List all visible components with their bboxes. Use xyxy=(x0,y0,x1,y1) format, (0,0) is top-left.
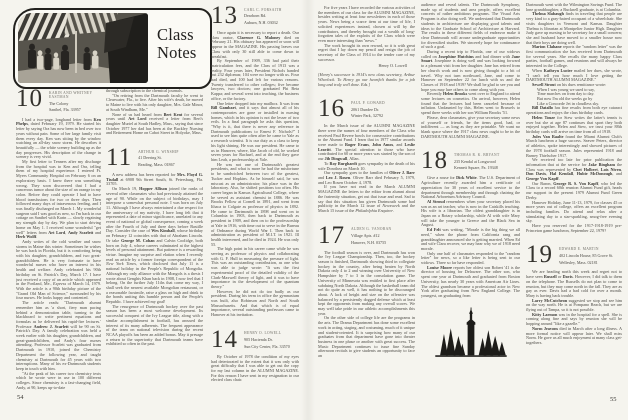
paragraph: When Kathryn Lucier mailed her dues, she wrote, "I can't tell you how much I love getting the DARTMOUTH ALUMNI MAGAZINE." xyxy=(526,67,622,83)
secretary-name: EDWARD E. MARTIN xyxy=(559,246,599,251)
class-notes-title xyxy=(157,26,197,62)
secretary-name: THOMAS R. K. BRYANT xyxy=(454,152,500,157)
secretary-city: Kennett Square, Pa. 19348 xyxy=(454,165,498,171)
paragraph: Our sympathy goes to the families of Oliver J. Barr and Leo J. Rosen. Oliver Barr died February 5, 1979, and Leo Rosen October 4, 1978. xyxy=(318,170,415,185)
paragraph: Thelma Slabaugh finds in traveling that people are very kind to a gray-haired occupant of a wheelchair. She visits daughters in Vermont and Kansas. Daughter Thelma is librarian at Montpelier Junior High. Daughter Judy gave up nursing to be secretary for a small concern; she and husband have moved to a smaller house now that their boys are doing well. xyxy=(526,11,622,45)
paragraph: Once again it is necessary to report a death. Our class orator, Clarence G. Maloney died on February 21. His obituary has appeared or soon will appear in the MAGAZINE. His passing leaves our Class with only 30 still able to come down to breakfast. xyxy=(211,30,299,59)
class-11-section-heading xyxy=(106,144,203,172)
paragraph: The resurgence of Dartmouth hockey over the past season has been a most welcome development. Its successful conquest of the Ivy League title, along with a similar accomplishment in football, has aroused the interest of its many adherents. The frequent appearance of the team on national television during the recent NCAA playoffs has been an added bonus. May it presage a return to the superiority that Dartmouth teams have exhibited so often in the past. xyxy=(106,303,203,347)
page-gutter-shadow xyxy=(301,0,315,420)
paragraph: Sewell Strout on his dues remittance wrote: xyxy=(532,81,607,87)
class-year-numeral: 13 xyxy=(211,6,238,29)
secretary-street: Village Apts. #12 xyxy=(351,232,380,238)
secretary-name: ARTHUR G. WINSHIP xyxy=(138,149,179,154)
secretary-street: 2061 Dundee Dr. xyxy=(351,106,380,112)
paragraph: Louise Moore reports her oldest son Robert '41 is the director of housing for Delaware. The other son, who spent one year at Dartmouth and graduated from Boston University, has nearly 30 years with American Air Lines. The oldest grandson became a professional actor in New York after graduating from New England College. The youngest, on graduating from xyxy=(421,264,520,298)
secretary-city: Sun City Center, Fla. 33570 xyxy=(244,343,290,349)
verse-line: When I was young we used to say, xyxy=(537,86,595,92)
tower-and-pines-illustration xyxy=(430,307,512,363)
secretary-name: PAUL P. GOWARD xyxy=(351,100,385,105)
street-market-photo xyxy=(18,13,148,83)
paragraph: The high point in his career came while he was serving as professor of physics and collaborating with G. F. Hull in measuring the pressure of light. This was an outstanding contribution, as one who was able to judge wrote: "It was the first experimental proof of the detailed validity of the Clark-Maxwell theory of light, and it was to have importance in the development of the quantum theory." xyxy=(211,246,299,289)
paragraph: Norm Jeavons died in March after a long illness. A more formal notice will appear later. We shall miss Norm. He gave us all much enjoyment at many class get-togethers. xyxy=(526,325,622,345)
verse-line: But now I'm old the weeks go by xyxy=(537,96,593,102)
paragraph: Our Baron, George R. S. Von Kapff, who led the Class to a record 60th reunion Alumni Fund gift, heads our support in the present 1979 Alumni Fund Green Derby. xyxy=(526,180,622,200)
paragraph: The football season is over, and Dartmouth has won the Ivy League Championship. Then, too, the hockey season is finished, Dartmouth showing third in collegiate hockey in the country, after being beaten by North Dakota only 4 to 2 and winning over University of New Hampshire by 7 to 3 in the consolation game. The University of Minnesota was entitled to first place after subduing North Dakota. Although the basketball team did not do quite as well, it has nothing to be discouraged about. A lack of height and size on the offensive was balanced by a persistently dogged defense which at least kept the opponents from making any overall scores. We may well take pride in our athletic accomplishments this year. xyxy=(318,249,415,316)
paragraph: Jules Van Raalte found the Miami Alumni Club's March luncheon a huge success. Seaver Peters, director of athletics, spoke interestingly and showed pictures of the 1978 football season. Jules represented 1918 and Barney Thielscher 1917. xyxy=(526,133,622,158)
paragraph: For five years I have recorded the various activities of the members of our class for the ALUMNI MAGAZINE, besides writing at least four newsletters in each of those years. News being a scarce item at our time of life, I solicited experiences instead, chosen at will by the contributors, and thereby brought out a wealth of long-forgotten tales of the exploits of the Class which were even more interesting than "news." xyxy=(318,6,415,43)
secretary-address-block xyxy=(454,151,500,170)
paragraph: "At the peak of his career two chemistry texts which he wrote were in use in 100 different colleges. Since chemistry is a fast-changing field, Andy, at 90, keeps up-to-date xyxy=(16,370,101,390)
paragraph: Only one half of classmates responded to the "random letter" for news, so a like letter is being sent to our widows. Three so far have responded. xyxy=(421,250,520,266)
page-number-left: 54 xyxy=(17,394,24,401)
paragraph: My first letter to Tenners after my discharge from the hospital was to Ken and Ora, telling them of my hospital experience. I entered Ft. Myers Community Hospital on February 6 on an exploratory basis. I knew there was something wrong. They soon discovered that I had a cancerous tumor about the size of an orange in my colon. Before they could operate I had to have blood transfusions for two or three days. Then followed many days of intravenous feeding, and I was finally discharged on March 1. My wonderful surgeon said I was good as new, so I'm back in our cottage on Sanibel with Karin — slowly regaining my strength day by day. We plan to start driving home on May 1. I received some wonderful "get well" letters from Art Lord, Andy Scarlett and Herb Wolff. xyxy=(16,159,101,240)
class-year-numeral: 16 xyxy=(318,95,345,123)
right-page-column-2 xyxy=(421,3,520,412)
paragraph: Dartmouth went with the Wilmington Savings Fund. The lone granddaughter, a Bucknell graduate, is at Columbia. xyxy=(526,3,622,12)
paragraph: Have you reserved for the 1917-1918-1919 pre-Princeton game luncheon, September 22, 1979? xyxy=(526,223,622,233)
secretary-city: Winter Park, 32792 xyxy=(351,113,384,119)
paragraph: By September of 1909, 336 had paid their matriculation fees, and the Class of 1913 was a reality. Four years later, President Nichols handed out 232 diplomas; 104 were no longer with us. Four had died, and 100 had left for various reasons. Twenty transferred to other colleges; five became lawyers, two doctors; one graduated Phi Beta Kappa; and several went into teaching, the business office, or the factory. xyxy=(211,58,299,101)
secretary-name: CARL C. FORSAITH xyxy=(244,7,282,12)
left-page-column-3 xyxy=(211,6,299,412)
class-14-section-heading xyxy=(211,325,299,353)
paragraph: By October of 1978 the condition of my eyes had deteriorated to the extent that it was only with great difficulty that I was able to get out the copy for my last column in the ALUMNI MAGAZINE. For this reason I have sent in my resignation to our elected class chair. xyxy=(211,353,299,383)
secretary-street: Dearborn Rd. xyxy=(244,13,267,19)
secretary-street: 235 Kendal at Longwood xyxy=(454,158,496,164)
secretary-street: 41 Deering St. xyxy=(138,155,162,161)
title-line-1: Class xyxy=(157,25,194,44)
page-number-right: 55 xyxy=(610,396,617,403)
class-18-section-heading xyxy=(421,147,520,175)
paragraph: Recently Helen Brooks went over to England to attend some lectures on cosmetics. On arrival, however, Helen found that the lectures had been canceled because of inflation. Undaunted by this, Helen went to Brussels to spend three weeks with her son William Brooks '51. xyxy=(421,91,520,116)
secretary-address-block xyxy=(244,330,290,349)
class-year-numeral: 11 xyxy=(106,144,133,172)
paragraph: Al Stroud remembers when your secretary placed his son as an art teacher, who is now in the Catskills teaching. His wife is a librarian. The oldest granddaughter is in Japan on a Rotary scholarship, while Al with wife Mary will take the younger to Greece and the Black Sea in August. xyxy=(421,198,520,228)
paragraph: Please, dear classmates, give your secretary some news of yourself or friends, be the items good, bad, or indifferent — as long as they are printable. We want no blank space where the 1917 class news ought to be in the DARTMOUTH ALUMNI MAGAZINE. xyxy=(421,114,520,139)
paragraph: Ed Felt was writing, "Morale is the big thing we all need," when the phone from California rang and granddaughter announced she is getting married. When Ed and wife Clara recover, we may hear why we of 1918 need morale. xyxy=(421,227,520,251)
paragraph: Larry McCutcheon suggested we stop and see him on the way north. He is at Pompano Beach, but we are flying out of Tampa, so it is not possible. xyxy=(526,297,622,313)
paragraph: To Roy Burghardt goes sympathy in the death of his wife Dorothea on March 10. xyxy=(318,160,415,171)
paragraph: Hanover Holiday, June 11-13, 1979, for classes 45 or more years out of college, offers an excellent program including families. Do attend and relax after a stimulating day to a star-sparkling, smog-free evening sky. xyxy=(526,199,622,224)
paragraph: During a recent trip to Florida, one of our widows called on Josephine Hutchins and had dinner with Jane Smart. Josephine is doing well and was looking forward to a pleasant visit from her daughter. Jane has retired from her church work and is now giving thought to a bit of travel. Why not turn northward, Jane, and come to Hanover on September 22 for lunch with us and the Classes of 1918 and 1919? We shall be glad to see you and hope you may lure others to come along with you. xyxy=(421,49,520,92)
secretary-street: 402 Lincoln House, 85 Grove St. xyxy=(559,252,614,258)
secretary-city: Auburn, N.H. 03032 xyxy=(244,20,278,26)
secretary-street: 905 Hacienda Dr. xyxy=(244,337,273,343)
paragraph: Andy writes of the cold weather and snow storms in Maine this winter. Sometimes he wishes he was back in Florida, but it is comforting being with his daughter, grandchildren, and two great-grandchildren. He is very fortunate to have wonderful nurses who have an interest in his health and welfare. Andy celebrated his 90th birthday on St. Patrick's Day, March 17. I have just received a copy of an article which appeared in the Portland, Me., Express of March 14, 1979. With the article is a 90th birthday picture of the "Grand Old Man of Science," surrounded by his four nurses. He looks happy and contented. xyxy=(16,238,101,301)
paragraph: None of us had heard from Bert Kent for several years until Art Lord received a letter from Bert's daughter Muriel at South Hadley, Mass., saying that since October 1977 her dad has been at the Buckley Nursing and Retirement Home on Cabot Street in Holyoke, Mass. xyxy=(106,111,203,136)
paragraph: In the March issue of the ALUMNI MAGAZINE there were the names of four members of the Class who received Paul Revere bowls for consecutive contributions to the Alumni Fund. I learn that in 1977 similar awards were made to Roger Evans, John Amos, and Leslie Leavitt. The special attention to those who have contributed for 60 or more years was started by the son of our Jib Dingwall, Allan. xyxy=(318,123,415,162)
paragraph: If you have not read in the March ALUMNI MAGAZINE the letters to the editor from alumni about the fraternity situation, get out that issue and read. Sad to say that this situation has given Dartmouth some bad publicity in the March 12 issue of Newsweek and the March 15 issue of the Philadelphia Enquirer. xyxy=(318,184,415,213)
paragraph: "On retiring from the Dartmouth faculty he went to Clearwater, Fla., to live. After his wife's death, he moved to Maine to live with his only daughter, Mrs. Gale Minor, at South Windham, Me." xyxy=(106,92,203,112)
paragraph: Give a rouse for Dick White. The U.S. Department of Agriculture recently awarded him a certificate of appreciation for 30 years of excellent service to the department through membership and through chairing the National Arboretum Advisory Council. xyxy=(421,175,520,200)
class-year-numeral: 17 xyxy=(318,221,345,249)
secretary-name: ALDEN G. VANORAN xyxy=(351,227,392,232)
class-16-section-heading xyxy=(318,95,415,123)
secretary-address-block xyxy=(244,6,282,25)
editors-note: [Henry's successor is 1914's new class secretary, Arthur Wheelock. To Henry go our heartfelt thanks for a job long and truly well done. Eds.] xyxy=(318,72,415,87)
paragraph: We received too late for prior publication the information that at the service for Jake Bingham the Class was represented by Chet Holbert, Lois Niven, Don Davis, Hal Kendall, Hubie McDonough, and George Von Kapff. xyxy=(526,157,622,182)
secretary-name: KARIN AND WHITNEY EASTMAN xyxy=(49,90,93,99)
paragraph: The work brought its own reward, so it is with great regret that I lay down my pencil and resign the job of secretary of the Class of 1914 to the tender care of my successor. xyxy=(318,42,415,62)
secretary-address-block xyxy=(559,245,613,264)
secretary-address-block xyxy=(49,89,101,113)
paragraph: We are heading north this week and regret not to have seen Russell or Davis. However, I did talk to them on the telephone. The Russells do not plan to come to reunion, but they may come north in the fall. They are as gay as ever. Davis had a bad cold for over a month. Mary is having back trouble. xyxy=(526,269,622,298)
paragraph: He was not one of Dartmouth's greatest presidents, and what is more he had the misfortune to be sandwiched between two of the greatest, Tucker and Hopkins. As he himself said, he was miscast as an administrator; his place was in the laboratory. Also, he shifted positions too often. His career began in Kansas Agricultural College, where he served as assistant chemist in 1886. He was Brooks Fellow at Cornell in 1891, and went from Ithaca to Colgate as professor of physics in 1892. He came to Dartmouth in 1898 and went on to Columbia in 1903, then back to Dartmouth as president in 1909, and then on to the professorship at Yale in 1916, with time out to serve in the Bureau of Ordnance during World War I. Then back to administration as president of M.I.T. in 1921. Ill health intervened, and he died in 1924. He was only 55. xyxy=(211,161,299,247)
paragraph: I had a two-page, longhand letter from Ken Phelps, dated February 19, 1979. He started his letter by saying Ora has now been in bed over two years without pain. Some of her large family visit them every day. Ken was sitting by the window watching an all-day snow storm. He describes it beautifully — the white scenery building up as the day progresses. His description of the change in scenery is very vivid. xyxy=(16,116,101,160)
class-notes-header-box xyxy=(13,8,212,89)
secretary-city: Hanover, N.H. 03755 xyxy=(351,239,387,245)
paragraph: through subscription to the chemical journals. xyxy=(106,89,183,93)
class-year-numeral: 14 xyxy=(211,325,238,353)
paragraph: Kitty Larmon was in the hospital for a spell. She is coming along fine and says by reunion she will be hopping around "like a gazelle." xyxy=(526,311,622,327)
verse-line: Like a Concorde Jet in cloudless sky. xyxy=(537,100,600,106)
paragraph: On the other side of college life are the programs in the arts. The Drama Department has done some excellent work in acting, staging, and costuming, much of it unique and student-oriented. It is surprising how many of our graduates from that department have gone into theater business in one phase or another with great success. The Music Department continues to issue fine Sunday afternoon recitals to give students an opportunity to face an xyxy=(318,315,415,359)
paragraph: The article reads: "Dartmouth alumni remember him as 'a short, fiery man pacing behind a demonstration table, turning to the blackboard to write pertinent equations and formulas as he delivered his rapid-fire lectures.' Professor Andrew J. Scarlett will be 90 on St. Patrick's Day. A family celebration was held a week earlier with his daughter, grandchildren, and great-grandchildren, and Andy's four nurses attending. Professor Scarlett was graduated from Dartmouth in 1910, joined the Chemistry Department the following year, and taught chemistry at Dartmouth for 45 years with two interruptions. Many of his ex-Dartmouth students keep in touch with him. xyxy=(16,300,101,371)
title-line-2: Notes xyxy=(157,43,197,62)
secretary-city: Sanibel, Fla. 33957 xyxy=(49,107,81,113)
secretary-address-block xyxy=(351,99,385,118)
paragraph: Bill Datallo has fine results from both eye cataract operations and enjoys the class birthday cards. xyxy=(526,105,622,116)
paragraph: A new address has been reported for Mrs. Floyd G. Tisdall at 6908 9th Street South, St. Petersburg, Fla. 33705. xyxy=(106,172,203,187)
paragraph: Marion Clahane reports the "random letter" was the first communication she has received from Dartmouth for several years. She recalls the many happy Class parties, football games, and reunions and will always be interested in the College. xyxy=(526,44,622,69)
secretary-name: HENRY O. LOWELL xyxy=(244,331,282,336)
paragraph: On March 19, Hopper Allison joined the ranks of several other classmates who had previously attained the age of 90. While on the subject of birthdays, may I interpose a somewhat personal note. I was born on July 11. Although I have always entertained a due respect for the anniversary of my nativity, I have long felt that it represented a date of minor significance, unrelated to any event of national or global consequence, coming a week after the Fourth of July and three days before Bastille Day. Consider the case of Wes Kimball, whose birthday on February 12 coincides with that of Abraham Lincoln. Or take George M. Cohan and Calvin Coolidge, both born on July 4, whose careers culminated at the highest levels of personal attainment. But patience is a rewarding virtue. Imagine my surprise and elation when I recently read an article by a former foreign correspondent of the New York Times, which disclosed that July 11 is a national holiday in the People's Republic of Mongolia. Although my only alliance with the Mongols is a thesis I wrote about Genghis Khan back in 1908, I now feel that I belong. On the further July 11ths that come my way, I shall seek the nearest available Mongolian restaurant, or a reasonable facsimile, raise a glass on high and drink to the bonds uniting this humble person and the People's Republic. I have achieved my goal! xyxy=(106,186,203,305)
paragraph: One letter dropped into my mailbox. It was from Bill Gambart, and it says that almost all of his contemporaries are gone or installed in nursing homes, which in his opinion is not the lesser of two evils. In a final paragraph he asks this question, "Why is it, that there is never any reference in Dartmouth publications to Ernest F. Nichols?" I used to see him quite often after he came to Yale as a research scientist. It is our duty as a class to keep his light shining. He was our president. He came to us in Hanover, where, like Jacob of old, he worked seven years for Rachael, and at the end they gave him Leah, a professorship at Yale. xyxy=(211,100,299,162)
secretary-address-block xyxy=(351,226,392,245)
class-year-numeral: 18 xyxy=(421,147,448,175)
class-year-numeral: 10 xyxy=(16,89,43,112)
verse-line: Time marches on from day to day. xyxy=(537,91,595,97)
verse xyxy=(526,88,622,107)
class-year-numeral: 19 xyxy=(526,241,553,269)
class-13-section-heading xyxy=(211,6,299,29)
signature: Henry O. Lowell xyxy=(378,63,407,69)
class-19-section-heading xyxy=(526,241,622,269)
paragraph: However, he did not do too badly as our president. During his term in office the gymnasium was built, also Robinson and North and South Massachusetts. And that which is of equal importance, several outstanding professors came to Hanover at his invitation. xyxy=(211,288,299,318)
left-page-column-2 xyxy=(106,89,203,411)
paragraph: audience and reveal talents. The Dartmouth Symphony, made up of students and area people, offers excellent concerts of rather ambitious programs. The Visual Arts Program is also doing well. We understand that Dartmouth students in architecture are displaying good talents and ideas to the Graduate School of Architecture at Harvard. The results in these different fields of endeavor make it clear Dartmouth will arouse undergraduate opportunities for diversified studies. We sincerely hope for continuance of such a goal. xyxy=(421,3,520,50)
secretary-address-block xyxy=(138,148,179,167)
secretary-city: Reading, Mass. 01867 xyxy=(138,162,175,168)
paragraph: Helen Touze for Stew writes the latter's tennis is over but she at age 87 continues that sport they both enjoyed together. Helen and Stew, we trust your 88th birthday cards will arrive on time from all of 1918. xyxy=(526,114,622,134)
class-10-section-heading xyxy=(16,89,101,113)
secretary-city: Wellesley, Mass. 02181 xyxy=(559,259,598,265)
class-17-section-heading xyxy=(318,221,415,249)
secretary-street: The Colony xyxy=(49,100,69,106)
right-page-column-3 xyxy=(526,3,622,412)
left-page-column-1 xyxy=(16,89,101,411)
right-page-column-1 xyxy=(318,6,415,412)
